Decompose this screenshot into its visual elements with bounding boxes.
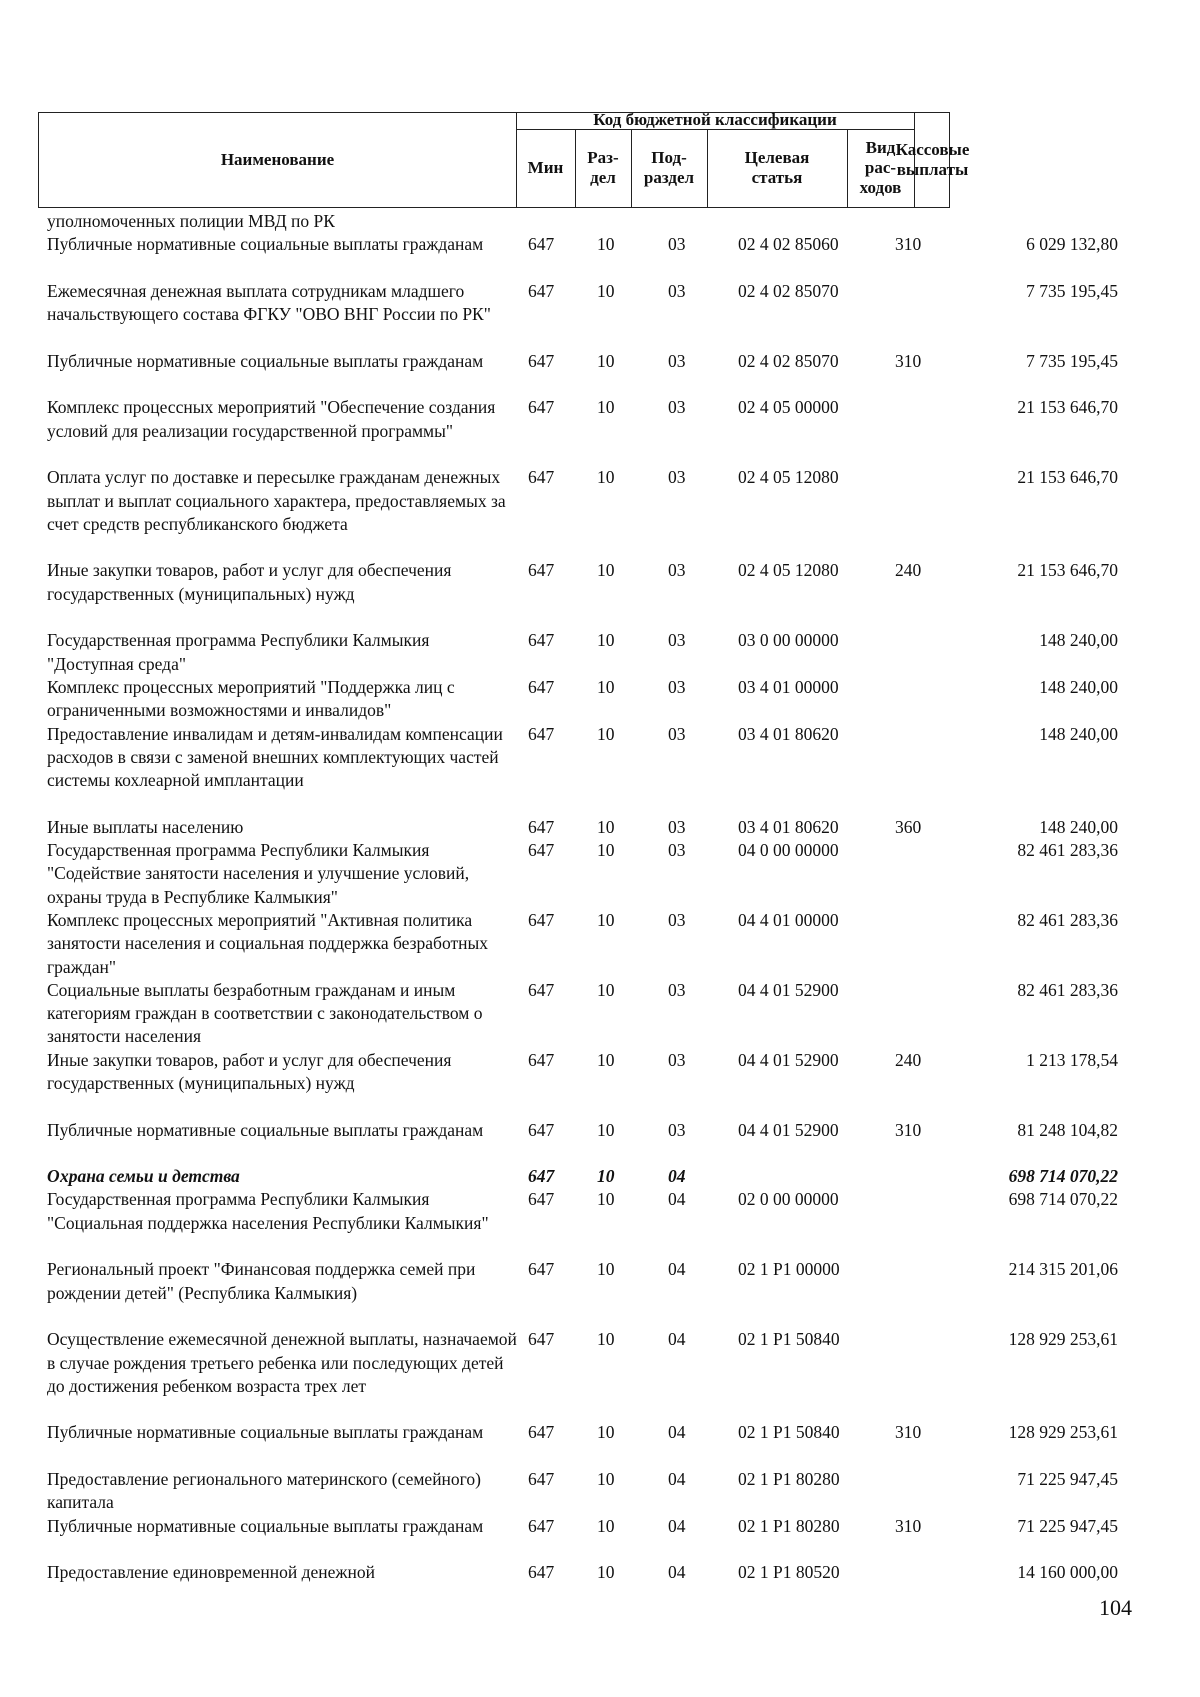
row-kassovye-vyplaty: 82 461 283,36	[1017, 840, 1118, 861]
row-celevaya-statya: 02 1 P1 80520	[738, 1562, 840, 1583]
row-name: уполномоченных полиции МВД по РК	[47, 211, 335, 231]
row-podrazdel: 04	[668, 1469, 686, 1490]
table-body	[0, 210, 1200, 1585]
table-row	[0, 350, 1200, 397]
table-row	[0, 1328, 1200, 1421]
header-code-group: Код бюджетной классификации	[593, 110, 837, 129]
row-celevaya-statya: 04 4 01 52900	[738, 979, 839, 1000]
row-kassovye-vyplaty: 698 714 070,22	[1008, 1189, 1118, 1210]
row-name: Государственная программа Республики Калмыкия "Доступная среда"	[47, 630, 430, 674]
table-row	[0, 676, 1200, 723]
row-name: Комплекс процессных мероприятий "Обеспечение создания условий для реализации государственной программы"	[47, 397, 496, 441]
row-razdel: 10	[597, 1189, 615, 1210]
row-min: 647	[528, 1422, 555, 1443]
row-name: Предоставление инвалидам и детям-инвалидам компенсации расходов в связи с заменой внешних комплектующих частей системы кохлеарной имплантации	[47, 723, 503, 791]
row-podrazdel: 03	[668, 979, 686, 1000]
row-kassovye-vyplaty: 148 240,00	[1039, 676, 1118, 697]
row-vid-rashodov: 310	[895, 1515, 922, 1536]
row-razdel: 10	[597, 1049, 615, 1070]
row-name: Государственная программа Республики Калмыкия "Социальная поддержка населения Республики Калмыкия"	[47, 1189, 489, 1233]
table-row	[0, 233, 1200, 280]
row-name: Комплекс процессных мероприятий "Активная политика занятости населения и социальная поддержка безработных граждан"	[47, 909, 489, 977]
row-razdel: 10	[597, 676, 615, 697]
row-name: Публичные нормативные социальные выплаты гражданам	[47, 1422, 484, 1443]
table-row	[0, 723, 1200, 816]
row-kassovye-vyplaty: 128 929 253,61	[1008, 1329, 1118, 1350]
row-min: 647	[528, 280, 555, 301]
row-kassovye-vyplaty: 21 153 646,70	[1017, 467, 1118, 488]
row-vid-rashodov: 240	[895, 560, 922, 581]
row-podrazdel: 04	[668, 1259, 686, 1280]
row-kassovye-vyplaty: 148 240,00	[1039, 816, 1118, 837]
row-podrazdel: 03	[668, 234, 686, 255]
row-celevaya-statya: 02 4 05 00000	[738, 397, 839, 418]
row-razdel: 10	[597, 1259, 615, 1280]
row-min: 647	[528, 1166, 555, 1187]
row-name: Региональный проект "Финансовая поддержка семей при рождении детей" (Республика Калмыкия)	[47, 1259, 476, 1303]
row-razdel: 10	[597, 234, 615, 255]
row-celevaya-statya: 04 4 01 52900	[738, 1049, 839, 1070]
row-kassovye-vyplaty: 82 461 283,36	[1017, 979, 1118, 1000]
row-celevaya-statya: 03 4 01 80620	[738, 723, 839, 744]
row-celevaya-statya: 02 4 05 12080	[738, 467, 839, 488]
row-vid-rashodov: 310	[895, 1422, 922, 1443]
row-vid-rashodov: 360	[895, 816, 922, 837]
row-min: 647	[528, 397, 555, 418]
header-min: Мин	[527, 158, 564, 177]
row-kassovye-vyplaty: 81 248 104,82	[1017, 1119, 1118, 1140]
row-celevaya-statya: 03 4 01 80620	[738, 816, 839, 837]
table-row	[0, 210, 1200, 233]
row-razdel: 10	[597, 816, 615, 837]
row-kassovye-vyplaty: 71 225 947,45	[1017, 1515, 1118, 1536]
row-razdel: 10	[597, 1562, 615, 1583]
row-name: Публичные нормативные социальные выплаты гражданам	[47, 234, 484, 255]
row-name: Социальные выплаты безработным гражданам и иным категориям граждан в соответствии с законодательством о занятости населения	[47, 979, 483, 1047]
table-row	[0, 1188, 1200, 1258]
table-row	[0, 979, 1200, 1049]
row-name: Оплата услуг по доставке и пересылке гражданам денежных выплат и выплат социального характера, предоставляемых за счет средств республиканского бюджета	[47, 467, 506, 534]
row-celevaya-statya: 02 1 P1 00000	[738, 1259, 840, 1280]
row-podrazdel: 04	[668, 1329, 686, 1350]
row-kassovye-vyplaty: 14 160 000,00	[1017, 1562, 1118, 1583]
row-name: Осуществление ежемесячной денежной выплаты, назначаемой в случае рождения третьего ребенка или последующих детей до достижения ребенком возраста трех лет	[47, 1329, 517, 1396]
row-min: 647	[528, 1049, 555, 1070]
row-celevaya-statya: 02 1 P1 80280	[738, 1515, 840, 1536]
row-razdel: 10	[597, 1119, 615, 1140]
row-celevaya-statya: 03 0 00 00000	[738, 630, 839, 651]
row-razdel: 10	[597, 280, 615, 301]
table-row	[0, 839, 1200, 909]
table-row	[0, 816, 1200, 839]
row-vid-rashodov: 310	[895, 1119, 922, 1140]
row-min: 647	[528, 1189, 555, 1210]
row-kassovye-vyplaty: 21 153 646,70	[1017, 397, 1118, 418]
row-razdel: 10	[597, 397, 615, 418]
row-celevaya-statya: 04 0 00 00000	[738, 840, 839, 861]
row-kassovye-vyplaty: 148 240,00	[1039, 723, 1118, 744]
table-row	[0, 909, 1200, 979]
row-kassovye-vyplaty: 7 735 195,45	[1026, 280, 1118, 301]
row-min: 647	[528, 723, 555, 744]
row-name: Иные закупки товаров, работ и услуг для обеспечения государственных (муниципальных) нужд	[47, 560, 452, 604]
table-row	[0, 1561, 1200, 1584]
row-kassovye-vyplaty: 82 461 283,36	[1017, 909, 1118, 930]
row-podrazdel: 04	[668, 1166, 686, 1187]
row-min: 647	[528, 816, 555, 837]
row-celevaya-statya: 02 0 00 00000	[738, 1189, 839, 1210]
table-row	[0, 396, 1200, 466]
row-min: 647	[528, 909, 555, 930]
row-podrazdel: 03	[668, 909, 686, 930]
row-name: Государственная программа Республики Калмыкия "Содействие занятости населения и улучшение условий, охраны труда в Республике Калмыкия"	[47, 840, 470, 907]
row-kassovye-vyplaty: 698 714 070,22	[1008, 1166, 1118, 1187]
table-row	[0, 1049, 1200, 1119]
row-razdel: 10	[597, 630, 615, 651]
row-celevaya-statya: 02 1 P1 80280	[738, 1469, 840, 1490]
row-celevaya-statya: 04 4 01 52900	[738, 1119, 839, 1140]
header-vid: Вид рас- ходов	[859, 138, 902, 197]
table-row	[0, 1258, 1200, 1328]
row-min: 647	[528, 467, 555, 488]
row-name: Охрана семьи и детства	[47, 1166, 240, 1187]
row-razdel: 10	[597, 350, 615, 371]
row-min: 647	[528, 1469, 555, 1490]
row-name: Публичные нормативные социальные выплаты гражданам	[47, 1119, 484, 1140]
row-min: 647	[528, 1259, 555, 1280]
row-celevaya-statya: 03 4 01 00000	[738, 676, 839, 697]
header-razdel: Раз- дел	[587, 148, 619, 187]
row-kassovye-vyplaty: 1 213 178,54	[1026, 1049, 1118, 1070]
row-razdel: 10	[597, 840, 615, 861]
row-podrazdel: 04	[668, 1422, 686, 1443]
table-row	[0, 1421, 1200, 1468]
table-header	[38, 110, 970, 208]
row-min: 647	[528, 560, 555, 581]
row-podrazdel: 03	[668, 816, 686, 837]
row-celevaya-statya: 04 4 01 00000	[738, 909, 839, 930]
row-podrazdel: 03	[668, 1049, 686, 1070]
header-podrazdel: Под- раздел	[643, 148, 695, 187]
row-podrazdel: 03	[668, 630, 686, 651]
row-kassovye-vyplaty: 71 225 947,45	[1017, 1469, 1118, 1490]
row-min: 647	[528, 1119, 555, 1140]
row-min: 647	[528, 630, 555, 651]
header-kassa: Кассовые выплаты	[895, 140, 970, 179]
row-podrazdel: 03	[668, 280, 686, 301]
row-min: 647	[528, 676, 555, 697]
row-podrazdel: 03	[668, 1119, 686, 1140]
row-celevaya-statya: 02 1 P1 50840	[738, 1329, 840, 1350]
row-razdel: 10	[597, 1469, 615, 1490]
table-row	[0, 629, 1200, 676]
row-razdel: 10	[597, 1166, 615, 1187]
row-kassovye-vyplaty: 214 315 201,06	[1008, 1259, 1118, 1280]
row-celevaya-statya: 02 1 P1 50840	[738, 1422, 840, 1443]
row-razdel: 10	[597, 1515, 615, 1536]
table-row	[0, 1165, 1200, 1188]
row-podrazdel: 04	[668, 1189, 686, 1210]
row-min: 647	[528, 840, 555, 861]
row-podrazdel: 03	[668, 676, 686, 697]
row-min: 647	[528, 350, 555, 371]
row-vid-rashodov: 310	[895, 234, 922, 255]
row-razdel: 10	[597, 723, 615, 744]
row-razdel: 10	[597, 1329, 615, 1350]
row-kassovye-vyplaty: 148 240,00	[1039, 630, 1118, 651]
row-name: Предоставление регионального материнского (семейного) капитала	[47, 1469, 481, 1513]
row-celevaya-statya: 02 4 02 85060	[738, 234, 839, 255]
row-razdel: 10	[597, 979, 615, 1000]
row-kassovye-vyplaty: 7 735 195,45	[1026, 350, 1118, 371]
row-name: Предоставление единовременной денежной	[47, 1562, 375, 1583]
row-name: Иные закупки товаров, работ и услуг для обеспечения государственных (муниципальных) нужд	[47, 1049, 452, 1093]
header-name: Наименование	[220, 150, 335, 169]
header-celevaya: Целевая статья	[744, 148, 810, 187]
row-vid-rashodov: 240	[895, 1049, 922, 1070]
row-min: 647	[528, 1329, 555, 1350]
page-number: 104	[1099, 1595, 1132, 1620]
row-name: Иные выплаты населению	[47, 816, 244, 837]
row-celevaya-statya: 02 4 02 85070	[738, 350, 839, 371]
row-podrazdel: 03	[668, 840, 686, 861]
table-row	[0, 1515, 1200, 1562]
row-min: 647	[528, 979, 555, 1000]
table-row	[0, 280, 1200, 350]
row-name: Публичные нормативные социальные выплаты гражданам	[47, 1515, 484, 1536]
row-name: Комплекс процессных мероприятий "Поддержка лиц с ограниченными возможностями и инвалидов"	[47, 676, 455, 721]
row-podrazdel: 03	[668, 723, 686, 744]
row-kassovye-vyplaty: 128 929 253,61	[1008, 1422, 1118, 1443]
row-name: Ежемесячная денежная выплата сотрудникам младшего начальствующего состава ФГКУ "ОВО ВНГ России по РК"	[47, 280, 491, 325]
row-kassovye-vyplaty: 21 153 646,70	[1017, 560, 1118, 581]
row-vid-rashodov: 310	[895, 350, 922, 371]
row-razdel: 10	[597, 909, 615, 930]
row-kassovye-vyplaty: 6 029 132,80	[1026, 234, 1118, 255]
row-celevaya-statya: 02 4 05 12080	[738, 560, 839, 581]
row-podrazdel: 03	[668, 467, 686, 488]
row-razdel: 10	[597, 467, 615, 488]
row-podrazdel: 03	[668, 560, 686, 581]
table-row	[0, 559, 1200, 629]
row-razdel: 10	[597, 1422, 615, 1443]
row-min: 647	[528, 1515, 555, 1536]
table-row	[0, 1119, 1200, 1166]
row-min: 647	[528, 234, 555, 255]
row-podrazdel: 04	[668, 1515, 686, 1536]
row-name: Публичные нормативные социальные выплаты гражданам	[47, 350, 484, 371]
row-celevaya-statya: 02 4 02 85070	[738, 280, 839, 301]
row-podrazdel: 04	[668, 1562, 686, 1583]
table-row	[0, 466, 1200, 559]
table-row	[0, 1468, 1200, 1515]
row-min: 647	[528, 1562, 555, 1583]
row-podrazdel: 03	[668, 350, 686, 371]
row-podrazdel: 03	[668, 397, 686, 418]
row-razdel: 10	[597, 560, 615, 581]
